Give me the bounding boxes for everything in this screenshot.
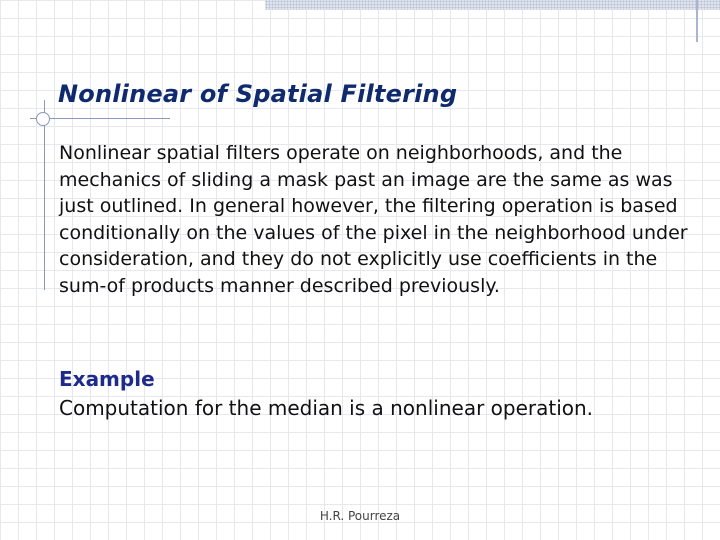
top-decorative-band (265, 0, 720, 10)
left-vertical-rule (44, 100, 45, 290)
title-underline-rule (30, 118, 170, 119)
example-text: Computation for the median is a nonlinear operation. (59, 396, 594, 420)
right-decorative-rule (696, 0, 698, 42)
footer-author: H.R. Pourreza (319, 509, 401, 523)
crosshair-corner-mark (36, 112, 50, 126)
slide-title: Nonlinear of Spatial Filtering (58, 80, 458, 108)
body-paragraph: Nonlinear spatial filters operate on neighborhoods, and the mechanics of sliding a mask past an image are the same as was just outlined. In general however, the filtering operation is based conditionally on the values of the pixel in the neighborhood under consideration, and they do not explicitly use coefficients in the sum-of products manner described previously. (59, 142, 688, 297)
example-heading: Example (59, 367, 155, 391)
